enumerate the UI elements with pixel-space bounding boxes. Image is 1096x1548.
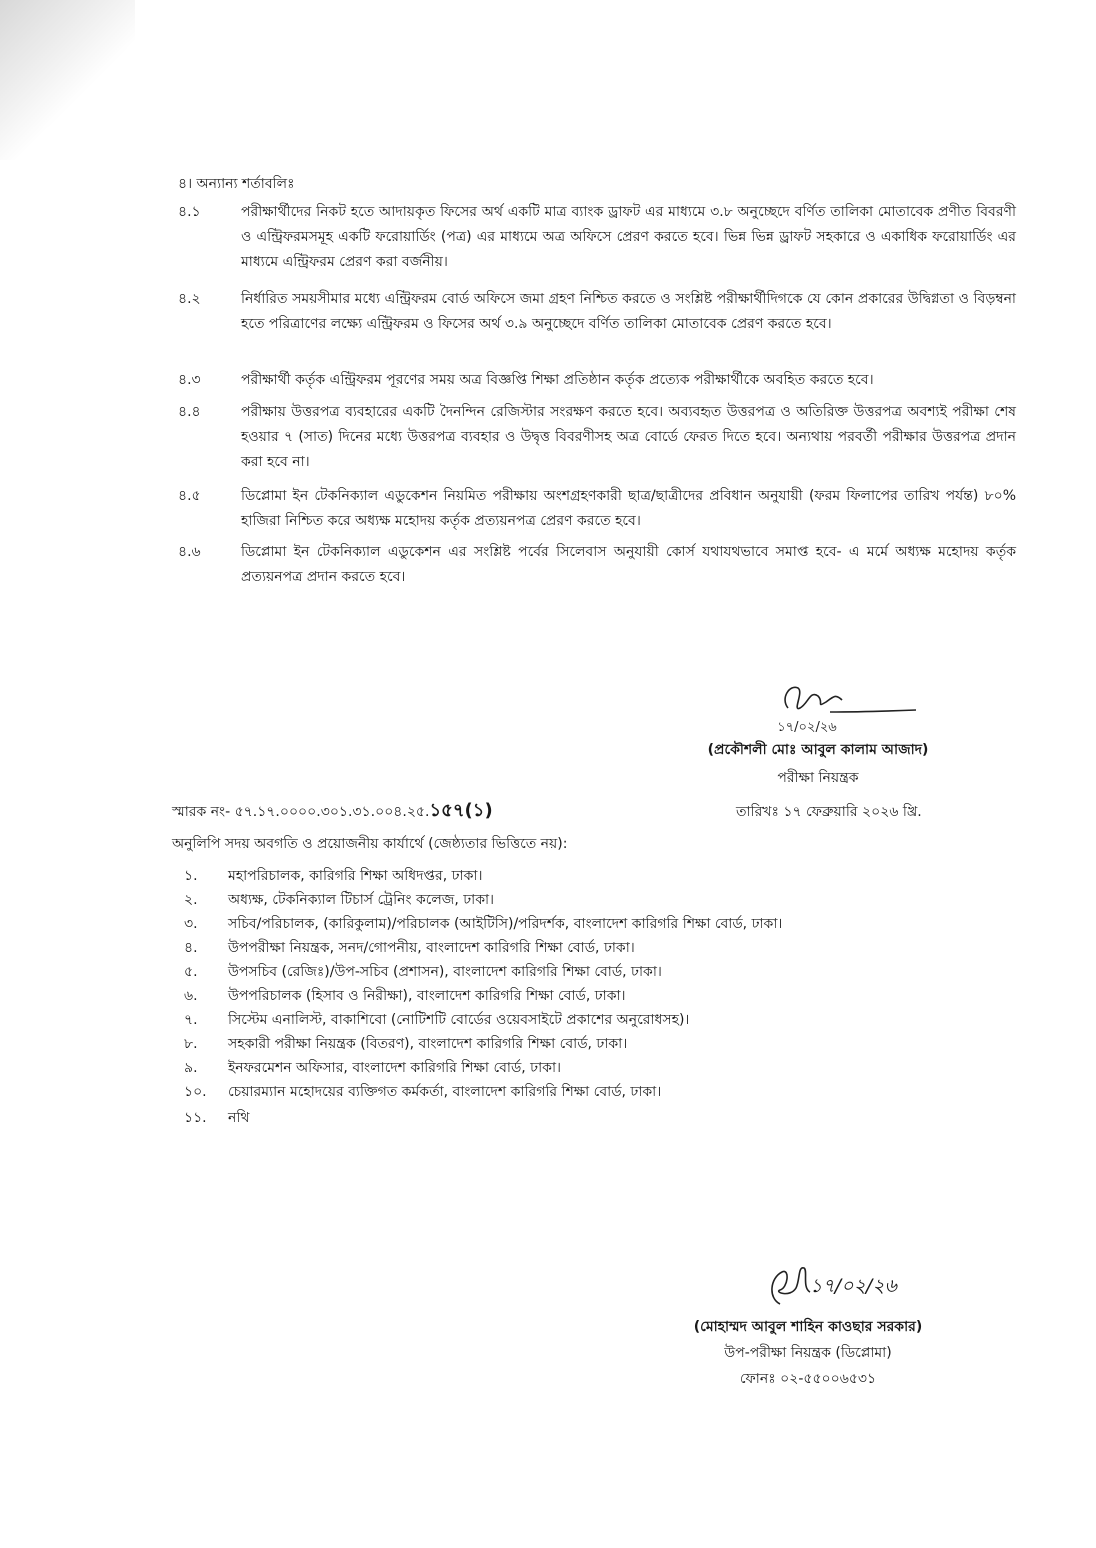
section-title: ৪। অন্যান্য শর্তাবলিঃ (178, 176, 295, 192)
clause-number: ৪.৩ (178, 372, 201, 388)
cc-item-number: ২. (184, 892, 198, 908)
controller-sign-date: ১৭/০২/২৬ (777, 720, 837, 735)
cc-item-text: উপপরীক্ষা নিয়ন্ত্রক, সনদ/গোপনীয়, বাংলাদেশ কারিগরি শিক্ষা বোর্ড, ঢাকা। (228, 940, 635, 956)
cc-item-number: ৪. (184, 940, 198, 956)
clause-text: নির্ধারিত সময়সীমার মধ্যে এন্ট্রিফরম বোর্ড অফিসে জমা গ্রহণ নিশ্চিত করতে ও সংশ্লিষ্ট পরীক্ষার্থীদিগকে যে কোন প্রকারের উদ্বিগ্নতা ও বিড়ম্বনা হতে পরিত্রাণের লক্ষ্যে এন্ট্রিফরম ও ফিসের অর্থ ৩.৯ অনুচ্ছেদে বর্ণিত তালিকা মোতাবেক প্রেরণ করতে হবে। (241, 291, 1016, 332)
deputy-sign-date: ১৭/০২/২৬ (810, 1275, 897, 1297)
cc-item-number: ১. (184, 868, 198, 884)
clause-number: ৪.৬ (178, 544, 201, 560)
deputy-phone: ফোনঃ ০২-৫৫০০৬৫৩১ (739, 1371, 877, 1387)
cc-item-text: উপসচিব (রেজিঃ)/উপ-সচিব (প্রশাসন), বাংলাদেশ কারিগরি শিক্ষা বোর্ড, ঢাকা। (228, 964, 662, 980)
memo-number-suffix: ১৫৭(১) (429, 800, 493, 821)
memo-date: তারিখঃ ১৭ ফেব্রুয়ারি ২০২৬ খ্রি. (736, 804, 922, 820)
cc-item-number: ৮. (184, 1036, 198, 1052)
cc-item-number: ৭. (184, 1012, 198, 1028)
cc-item-number: ৬. (184, 988, 198, 1004)
clause-number: ৪.২ (178, 291, 201, 307)
deputy-designation: উপ-পরীক্ষা নিয়ন্ত্রক (ডিপ্লোমা) (724, 1345, 892, 1361)
clause-number: ৪.৫ (178, 488, 201, 504)
cc-item-text: চেয়ারম্যান মহোদয়ের ব্যক্তিগত কর্মকর্তা, বাংলাদেশ কারিগরি শিক্ষা বোর্ড, ঢাকা। (228, 1084, 662, 1100)
cc-item-text: উপপরিচালক (হিসাব ও নিরীক্ষা), বাংলাদেশ কারিগরি শিক্ষা বোর্ড, ঢাকা। (228, 988, 626, 1004)
cc-item-text: সহকারী পরীক্ষা নিয়ন্ত্রক (বিতরণ), বাংলাদেশ কারিগরি শিক্ষা বোর্ড, ঢাকা। (228, 1036, 628, 1052)
clause-text: পরীক্ষায় উত্তরপত্র ব্যবহারের একটি দৈনন্দিন রেজিস্টার সংরক্ষণ করতে হবে। অব্যবহৃত উত্তরপত্র ও অতিরিক্ত উত্তরপত্র অবশ্যই পরীক্ষা শেষ হওয়ার ৭ (সাত) দিনের মধ্যে উত্তরপত্র ব্যবহার ও উদ্বৃত্ত বিবরণীসহ অত্র বোর্ডে ফেরত দিতে হবে। অন্যথায় পরবর্তী পরীক্ষার উত্তরপত্র প্রদান করা হবে না। (241, 404, 1016, 470)
cc-item-number: ৯. (184, 1060, 198, 1076)
clause-number: ৪.৪ (178, 404, 201, 420)
clause-text: ডিপ্লোমা ইন টেকনিক্যাল এডুকেশন নিয়মিত পরীক্ষায় অংশগ্রহণকারী ছাত্র/ছাত্রীদের প্রবিধান অনুযায়ী (ফরম ফিলাপের তারিখ পর্যন্ত) ৮০% হাজিরা নিশ্চিত করে অধ্যক্ষ মহোদয় কর্তৃক প্রত্যয়নপত্র প্রেরণ করতে হবে। (241, 488, 1016, 529)
cc-item-number: ৫. (184, 964, 198, 980)
cc-item-text: নথি (228, 1110, 250, 1126)
clause-text: পরীক্ষার্থী কর্তৃক এন্ট্রিফরম পূরণের সময় অত্র বিজ্ঞপ্তি শিক্ষা প্রতিষ্ঠান কর্তৃক প্রত্যেক পরীক্ষার্থীকে অবহিত করতে হবে। (241, 372, 874, 388)
deputy-name: (মোহাম্মদ আবুল শাহিন কাওছার সরকার) (693, 1319, 923, 1335)
controller-name: (প্রকৌশলী মোঃ আবুল কালাম আজাদ) (707, 742, 929, 758)
cc-item-text: মহাপরিচালক, কারিগরি শিক্ষা অধিদপ্তর, ঢাকা। (228, 868, 483, 884)
controller-block (668, 738, 968, 790)
clause-number: ৪.১ (178, 204, 201, 220)
deputy-block (658, 1314, 958, 1392)
controller-designation: পরীক্ষা নিয়ন্ত্রক (777, 770, 859, 786)
cc-item-number: ১১. (184, 1110, 207, 1126)
cc-item-text: সচিব/পরিচালক, (কারিকুলাম)/পরিচালক (আইটিসি)/পরিদর্শক, বাংলাদেশ কারিগরি শিক্ষা বোর্ড, ঢাকা। (228, 916, 783, 932)
clause-text: ডিপ্লোমা ইন টেকনিক্যাল এডুকেশন এর সংশ্লিষ্ট পর্বের সিলেবাস অনুযায়ী কোর্স যথাযথভাবে সমাপ্ত হবে- এ মর্মে অধ্যক্ষ মহোদয় কর্তৃক প্রত্যয়নপত্র প্রদান করতে হবে। (241, 544, 1016, 585)
memo-number-text: স্মারক নং- ৫৭.১৭.০০০০.৩০১.৩১.০০৪.২৫. (172, 804, 430, 820)
cc-heading: অনুলিপি সদয় অবগতি ও প্রয়োজনীয় কার্যার্থে (জেষ্ঠ্যতার ভিত্তিতে নয়): (172, 836, 568, 852)
memo-number (172, 796, 493, 827)
cc-item-number: ১০. (184, 1084, 207, 1100)
folded-corner (0, 0, 135, 160)
clause-text: পরীক্ষার্থীদের নিকট হতে আদায়কৃত ফিসের অর্থ একটি মাত্র ব্যাংক ড্রাফট এর মাধ্যমে ৩.৮ অনুচ্ছেদে বর্ণিত তালিকা মোতাবেক প্রণীত বিবরণী ও এন্ট্রিফরমসমূহ একটি ফরোয়ার্ডিং (পত্র) এর মাধ্যমে অত্র অফিসে প্রেরণ করতে হবে। ভিন্ন ভিন্ন ড্রাফট সহকারে ও একাধিক ফরোয়ার্ডিং এর মাধ্যমে এন্ট্রিফরম প্রেরণ করা বর্জনীয়। (241, 204, 1016, 270)
cc-item-text: ইনফরমেশন অফিসার, বাংলাদেশ কারিগরি শিক্ষা বোর্ড, ঢাকা। (228, 1060, 562, 1076)
cc-item-number: ৩. (184, 916, 198, 932)
cc-item-text: সিস্টেম এনালিস্ট, বাকাশিবো (নোটিশটি বোর্ডের ওয়েবসাইটে প্রকাশের অনুরোধসহ)। (228, 1012, 690, 1028)
cc-item-text: অধ্যক্ষ, টেকনিক্যাল টিচার্স ট্রেনিং কলেজ, ঢাকা। (228, 892, 495, 908)
